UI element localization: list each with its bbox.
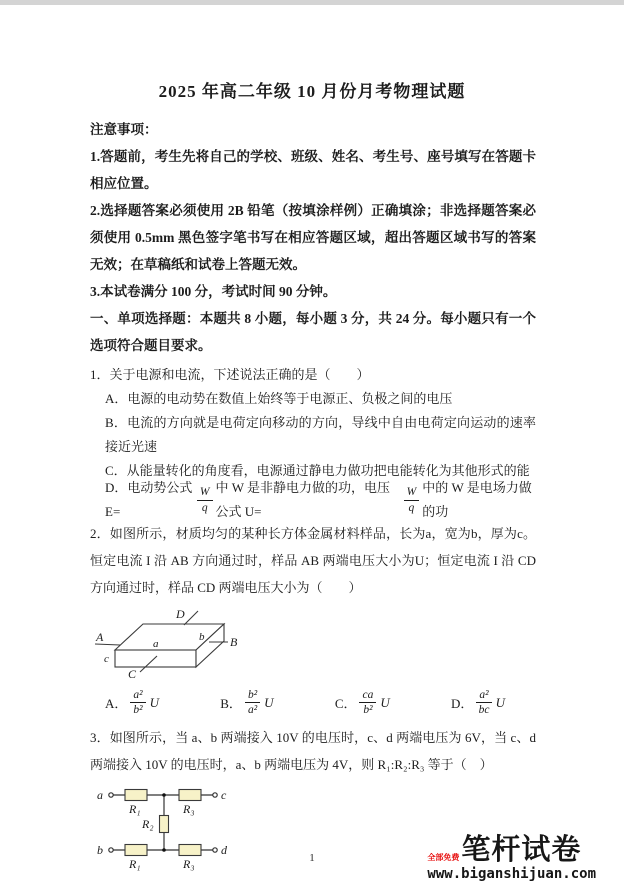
fraction-w-over-q-2 <box>404 486 420 513</box>
option-fraction <box>130 689 145 716</box>
option-fraction <box>359 689 376 716</box>
resistor-r1-bottom <box>125 845 147 856</box>
terminal-b <box>109 848 113 852</box>
resistor-label-r3-top: R₃ <box>183 802 195 817</box>
notice-item-2: 2.选择题答案必须使用 2B 铅笔（按填涂样例）正确填涂；非选择题答案必须使用 0.5mm 黑色签字笔书写在相应答题区域，超出答题区域书写的答案无效；在草稿纸和试卷上答题无效。 <box>90 203 536 272</box>
resistor-label-r2: R₂ <box>142 817 154 832</box>
q2-figure-metal-block-diagram <box>86 605 266 683</box>
resistor-label-r1-top: R₁ <box>129 802 141 817</box>
junction-top <box>162 793 166 797</box>
q1-option-b: B．电流的方向就是电荷定向移动的方向，导线中自由电荷定向运动的速率接近光速 <box>105 415 536 454</box>
q3-stem: 3．如图所示，当 a、b 两端接入 10V 的电压时，c、d 两端电压为 6V，当 c、d 两端接入 10V 的电压时，a、b 两端电压为 4V，则 R₁:R₂:R₃ 等于（ ） <box>90 730 536 773</box>
dimension-label-a: a <box>153 638 159 650</box>
option-suffix: U <box>264 694 274 710</box>
q1-option-d-text-2: 中 W 是非静电力做的功，电压公式 U= <box>215 480 391 519</box>
option-label: C． <box>334 696 357 712</box>
option-label: D． <box>451 696 474 712</box>
terminal-label-A: A <box>96 630 104 644</box>
terminal-label-d: d <box>221 843 227 858</box>
fraction-denominator: b² <box>133 704 143 717</box>
terminal-c <box>213 793 217 797</box>
terminal-d <box>213 848 217 852</box>
q2-option-b <box>220 689 273 716</box>
terminal-label-B: B <box>230 635 238 649</box>
terminal-label-c: c <box>221 788 227 803</box>
terminal-label-C: C <box>128 667 137 681</box>
q2-stem: 2．如图所示，材质均匀的某种长方体金属材料样品，长为a，宽为b，厚为c。恒定电流 I 沿 AB 方向通过时，样品 AB 两端电压大小为U；恒定电流 I 沿 CD 方向通过时，样品 CD 两端电压大小为（ ） <box>90 526 536 595</box>
terminal-label-D: D <box>176 607 185 621</box>
resistor-r3-top <box>179 790 201 801</box>
option-suffix: U <box>380 694 390 710</box>
fraction-numerator: ca <box>359 689 376 703</box>
resistor-r1-top <box>125 790 147 801</box>
q2-option-d <box>451 689 505 716</box>
brand-url: www.biganshijuan.com <box>427 866 596 882</box>
notices-heading: 注意事项： <box>90 122 158 137</box>
fraction-denominator: b² <box>363 704 373 717</box>
page-number: 1 <box>309 852 315 864</box>
resistor-r3-bottom <box>179 845 201 856</box>
q2-options <box>105 689 505 716</box>
notice-item-3: 3.本试卷满分 100 分，考试时间 90 分钟。 <box>90 284 337 299</box>
terminal-label-b: b <box>97 843 103 858</box>
fraction-denominator: a² <box>247 704 258 717</box>
dimension-label-b: b <box>199 631 205 643</box>
q1-option-c: C．从能量转化的角度看，电源通过静电力做功把电能转化为其他形式的能 <box>105 463 530 478</box>
fraction-numerator: W <box>404 486 420 500</box>
fraction-w-over-q-1 <box>197 486 213 513</box>
q2-option-c <box>335 689 390 716</box>
brand-watermark <box>427 836 596 882</box>
resistor-r2-middle <box>160 816 169 833</box>
resistor-label-r3-bottom: R₃ <box>183 857 195 872</box>
option-fraction <box>476 689 491 716</box>
fraction-denominator: bc <box>478 704 490 717</box>
fraction-numerator: b² <box>245 689 260 703</box>
brand-logo-text: 笔杆试卷 <box>461 834 582 866</box>
fraction-denominator: q <box>201 501 208 514</box>
option-suffix: U <box>495 694 505 710</box>
q1-option-d-text-1: D．电动势公式 E= <box>105 480 193 519</box>
option-fraction <box>245 689 260 716</box>
q1-option-a: A．电源的电动势在数值上始终等于电源正、负极之间的电压 <box>105 391 453 406</box>
terminal-label-a: a <box>97 788 103 803</box>
option-suffix: U <box>149 694 159 710</box>
notice-item-1: 1.答题前，考生先将自己的学校、班级、姓名、考生号、座号填写在答题卡相应位置。 <box>90 149 536 191</box>
notices-block <box>90 116 536 305</box>
fraction-denominator: q <box>408 501 415 514</box>
page-title: 2025 年高二年级 10 月份月考物理试题 <box>158 82 466 101</box>
brand-free-badge: 全部免费 <box>427 853 460 862</box>
question-2 <box>90 520 536 716</box>
fraction-numerator: a² <box>476 689 491 703</box>
q3-figure-resistor-circuit-diagram <box>92 784 242 879</box>
option-label: A． <box>105 696 128 712</box>
fraction-numerator: a² <box>130 689 145 703</box>
resistor-label-r1-bottom: R₁ <box>129 857 141 872</box>
q2-option-a <box>105 689 159 716</box>
q1-option-d-text-3: 中的 W 是电场力做的功 <box>422 480 532 519</box>
terminal-a <box>109 793 113 797</box>
dimension-label-c: c <box>104 653 109 665</box>
fraction-numerator: W <box>197 486 213 500</box>
lead-D <box>184 611 198 625</box>
question-1 <box>90 363 536 517</box>
q1-option-d <box>90 480 536 519</box>
lead-A <box>95 644 120 645</box>
junction-bottom <box>162 848 166 852</box>
section-heading: 一、单项选择题：本题共 8 小题，每小题 3 分，共 24 分。每小题只有一个选项符合题目要求。 <box>90 311 536 353</box>
exam-page <box>0 5 624 879</box>
q1-stem: 1．关于电源和电流，下述说法正确的是（ ） <box>90 367 370 382</box>
option-label: B． <box>220 696 242 712</box>
